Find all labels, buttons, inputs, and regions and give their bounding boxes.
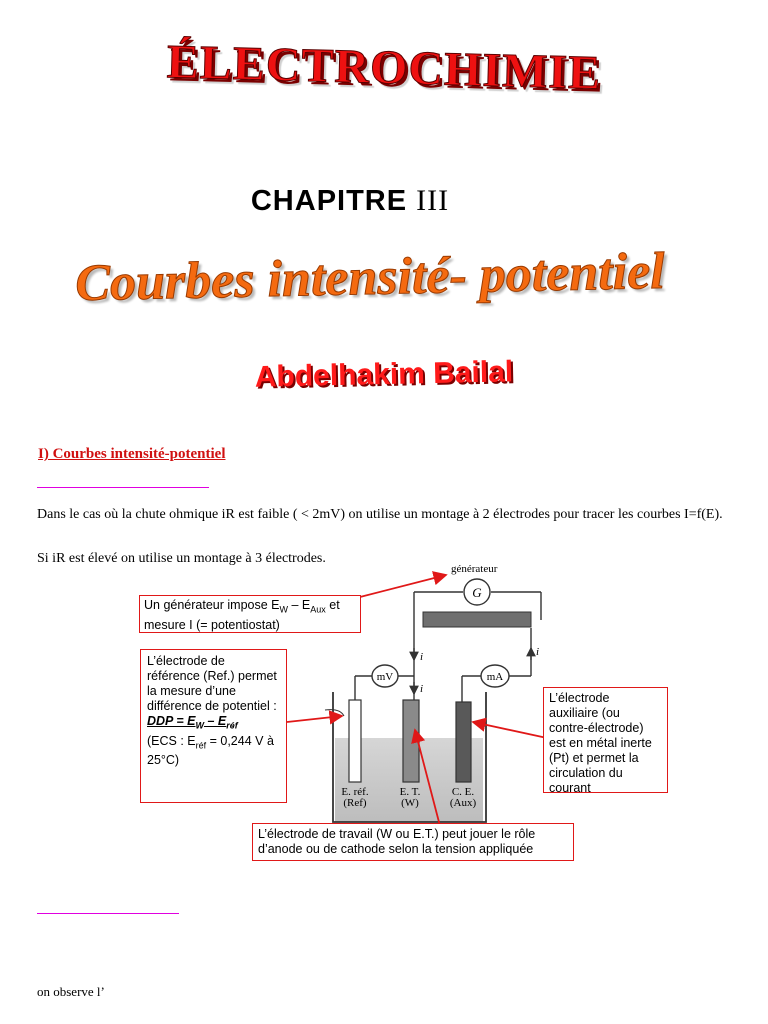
current-label-left: i: [420, 651, 424, 663]
current-label-right: i: [536, 646, 540, 658]
counter-electrode-code: (Aux): [449, 797, 477, 809]
current-label-lower: i: [420, 683, 424, 695]
decorative-line-2: [37, 913, 179, 914]
reference-box: [140, 649, 287, 803]
ref-electrode-label: E. réf.: [341, 786, 369, 798]
main-title: ÉLECTROCHIMIE: [166, 35, 602, 100]
author-name: Abdelhakim Bailal: [254, 355, 514, 394]
generator-box-line2: mesure I (= potentiostat): [144, 617, 280, 632]
reference-box-text: L’électrode de référence (Ref.) permet la mesure d’une différence de potentiel :: [147, 654, 277, 713]
chapter-word: CHAPITRE: [250, 185, 408, 217]
generator-label: générateur: [451, 563, 498, 575]
chapter-subtitle: Courbes intensité- potentiel: [74, 242, 666, 313]
paragraph-two-electrode: Dans le cas où la chute ohmique iR est faible ( < 2mV) on utilise un montage à 2 électrodes pour tracer les courbes I=f(E).: [37, 507, 723, 522]
chapter-number: III: [416, 184, 450, 217]
reference-electrode: [349, 700, 361, 782]
paragraph-three-electrode: Si iR est élevé on utilise un montage à 3 électrodes.: [37, 551, 326, 566]
counter-electrode: [456, 702, 471, 782]
voltmeter-label: mV: [376, 671, 394, 683]
ecs-value: (ECS : $E_{réf} = 0,244$ V à 25°C): [147, 733, 274, 767]
section-heading: I) Courbes intensité-potentiel: [38, 446, 226, 462]
auxiliary-box: L’électrode auxiliaire (ou contre-électrode) est en métal inerte (Pt) et permet la circulation du courant: [543, 687, 668, 793]
ref-electrode-code: (Ref): [343, 797, 367, 809]
generator-G-label: G: [472, 585, 482, 600]
ref-pointer-curve: [325, 710, 344, 716]
working-electrode: [403, 700, 419, 782]
ddp-formula: DDP = $E_W - E_{réf}$: [147, 714, 238, 731]
closing-text: on observe l’: [37, 984, 105, 999]
counter-electrode-label: C. E.: [451, 786, 475, 798]
potentiometer-bar: [423, 612, 531, 627]
generator-box-line1: Un générateur impose $E_W - E_{Aux}$ et: [144, 598, 340, 615]
generator-box: [139, 595, 361, 633]
work-electrode-label: E. T.: [399, 786, 421, 798]
ammeter-label: mA: [486, 671, 504, 683]
working-box: L’électrode de travail (W ou E.T.) peut jouer le rôle d’anode ou de cathode selon la tension appliquée: [252, 823, 574, 861]
work-electrode-code: (W): [401, 797, 419, 809]
